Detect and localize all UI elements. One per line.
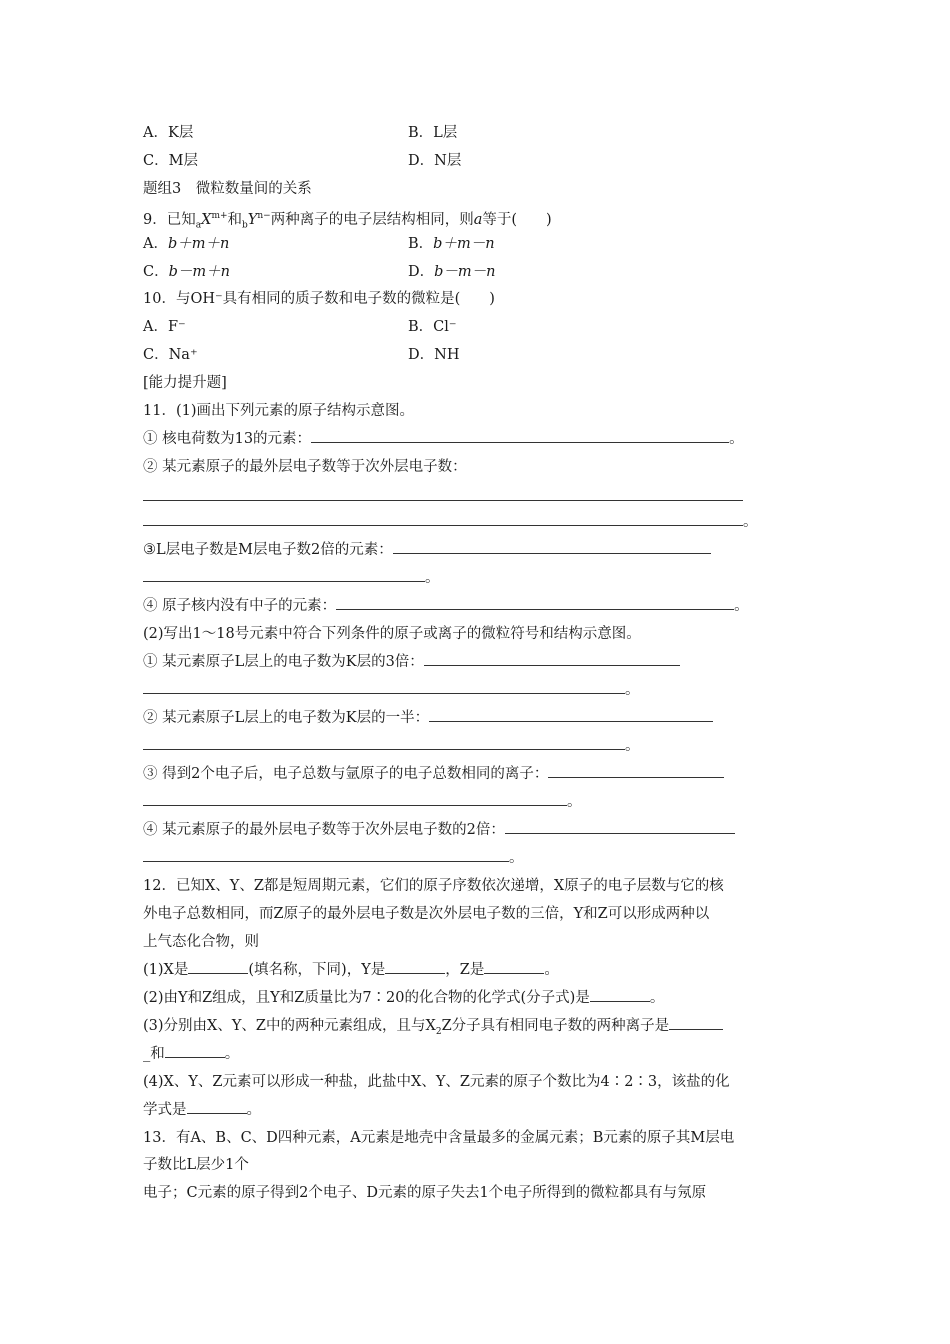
- answer-blank[interactable]: [385, 960, 445, 974]
- q13-stem-line: 13．有A、B、C、D四种元素，A元素是地壳中含量最多的金属元素；B元素的原子其M层电: [143, 1130, 735, 1146]
- section-advanced: [能力提升题]: [143, 375, 227, 391]
- option-c: C．M层: [143, 153, 198, 169]
- option-a: A．b＋m＋n: [143, 236, 230, 252]
- option-c: C．b－m＋n: [143, 264, 230, 280]
- answer-blank[interactable]: [143, 512, 743, 526]
- q11-p4: ④ 原子核内没有中子的元素： 。: [143, 598, 749, 614]
- q11-q1: ① 某元素原子L层上的电子数为K层的3倍：: [143, 652, 680, 672]
- answer-blank[interactable]: [505, 820, 735, 834]
- answer-blank[interactable]: [143, 568, 425, 582]
- q12-s2: (2)由Y和Z组成，且Y和Z质量比为7∶20的化合物的化学式(分子式)是 。: [143, 990, 665, 1006]
- q11-q3: ③ 得到2个电子后，电子总数与氩原子的电子总数相同的离子：: [143, 764, 724, 784]
- answer-blank[interactable]: [143, 680, 625, 694]
- q12-s4: (4)X、Y、Z元素可以形成一种盐，此盐中X、Y、Z元素的原子个数比为4∶2∶3，该盐的化: [143, 1074, 730, 1090]
- q12-s4-cont: 学式是 。: [143, 1102, 261, 1118]
- q10-stem: 10．与OH⁻具有相同的质子数和电子数的微粒是( ): [143, 291, 495, 307]
- q11-p3: ③L层电子数是M层电子数2倍的元素：: [143, 540, 711, 560]
- q11-q3-answer: 。: [143, 792, 582, 812]
- q12-s1: (1)X是 (填名称，下同)，Y是 ，Z是 。: [143, 962, 559, 978]
- q11-p2: ② 某元素原子的最外层电子数等于次外层电子数：: [143, 459, 467, 475]
- option-b: B．Cl⁻: [408, 319, 457, 335]
- answer-blank[interactable]: [484, 960, 544, 974]
- answer-blank[interactable]: [429, 708, 713, 722]
- answer-blank[interactable]: [143, 848, 509, 862]
- q11-p3-answer: 。: [143, 568, 440, 588]
- q12-stem-line: 12．已知X、Y、Z都是短周期元素，它们的原子序数依次递增，X原子的电子层数与它的核: [143, 878, 724, 894]
- option-d: D．b－m－n: [408, 264, 496, 280]
- option-b: B．b＋m－n: [408, 236, 495, 252]
- answer-blank[interactable]: [143, 792, 567, 806]
- answer-blank[interactable]: [393, 540, 711, 554]
- option-d: D．NH: [408, 347, 460, 363]
- q9-stem: 9．已知$_aX^{m+}$和$_bY^{n-}$两种离子的电子层结构相同，则a等于( ): [143, 211, 552, 231]
- answer-blank[interactable]: [143, 736, 625, 750]
- q10-option-row: [143, 345, 460, 365]
- q12-s3-cont: _和 。: [143, 1046, 240, 1062]
- answer-blank[interactable]: [424, 652, 680, 666]
- answer-blank[interactable]: [590, 988, 650, 1002]
- group3-title: 题组3 微粒数量间的关系: [143, 181, 312, 197]
- q12-stem-line: 上气态化合物，则: [143, 934, 259, 950]
- answer-blank[interactable]: [548, 764, 724, 778]
- q11-p1: ① 核电荷数为13的元素： 。: [143, 431, 744, 447]
- q8-option-row: [143, 123, 458, 143]
- answer-blank[interactable]: [187, 1100, 247, 1114]
- answer-blank[interactable]: [188, 960, 248, 974]
- answer-blank[interactable]: [143, 500, 743, 501]
- q11-intro: 11．(1)画出下列元素的原子结构示意图。: [143, 403, 414, 419]
- q11-p2-answer: 。: [143, 512, 758, 532]
- q12-stem-line: 外电子总数相同，而Z原子的最外层电子数是次外层电子数的三倍，Y和Z可以形成两种以: [143, 906, 710, 922]
- q11-q4-answer: 。: [143, 848, 524, 868]
- answer-blank[interactable]: [311, 429, 729, 443]
- q11-q2-answer: 。: [143, 736, 640, 756]
- q10-option-row: [143, 317, 457, 337]
- option-b: B．L层: [408, 125, 458, 141]
- q11-q4: ④ 某元素原子的最外层电子数等于次外层电子数的2倍：: [143, 820, 735, 840]
- q11-q1-answer: 。: [143, 680, 640, 700]
- q12-s3: (3)分别由X、Y、Z中的两种元素组成，且与$X_2Z$分子具有相同电子数的两种离子是: [143, 1016, 723, 1036]
- q9-option-row: [143, 262, 496, 282]
- answer-blank[interactable]: [669, 1016, 723, 1030]
- q11-part2: (2)写出1～18号元素中符合下列条件的原子或离子的微粒符号和结构示意图。: [143, 626, 641, 642]
- q9-option-row: [143, 234, 495, 254]
- q8-option-row: [143, 151, 462, 171]
- option-a: A．K层: [143, 125, 194, 141]
- option-d: D．N层: [408, 153, 462, 169]
- option-a: A．F⁻: [143, 319, 186, 335]
- q13-stem-line: 电子；C元素的原子得到2个电子、D元素的原子失去1个电子所得到的微粒都具有与氖原: [143, 1185, 707, 1201]
- answer-blank[interactable]: [165, 1044, 225, 1058]
- q13-stem-line: 子数比L层少1个: [143, 1157, 249, 1173]
- q11-q2: ② 某元素原子L层上的电子数为K层的一半：: [143, 708, 713, 728]
- option-c: C．Na⁺: [143, 347, 198, 363]
- answer-blank[interactable]: [336, 596, 734, 610]
